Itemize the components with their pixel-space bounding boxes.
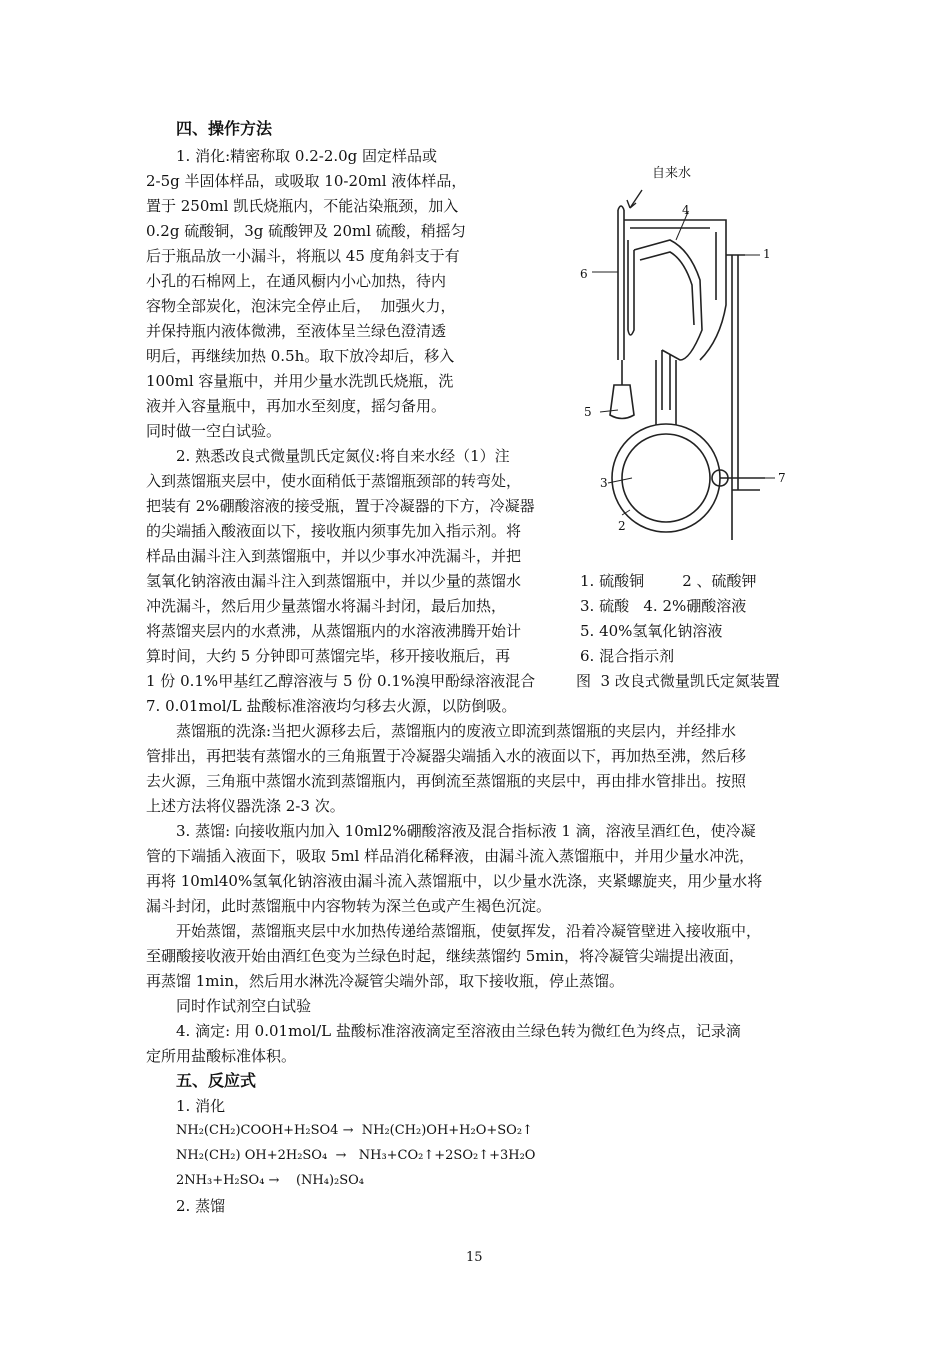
text-line: 液并入容量瓶中，再加水至刻度，摇匀备用。 — [146, 397, 447, 415]
text-line: 1. 消化:精密称取 0.2-2.0g 固定样品或 — [176, 147, 438, 165]
text-line: 定所用盐酸标准体积。 — [146, 1047, 297, 1065]
legend-line: 3. 硫酸 4. 2%硼酸溶液 — [580, 597, 747, 615]
text-line: 入到蒸馏瓶夹层中，使水面稍低于蒸馏瓶颈部的转弯处， — [146, 472, 522, 490]
text-line: 明后，再继续加热 0.5h。取下放冷却后，移入 — [146, 347, 455, 365]
figure-label-1: 1 — [763, 247, 771, 261]
figure-label-3: 3 — [600, 476, 608, 490]
section-heading-reactions: 五、反应式 — [176, 1071, 257, 1090]
figure-label-5: 5 — [584, 405, 592, 419]
legend-line: 1. 硫酸铜 2 、硫酸钾 — [580, 572, 757, 590]
figure-label-6: 6 — [580, 267, 588, 281]
reaction-equation: NH₂(CH₂) OH+2H₂SO₄ → NH₃+CO₂↑+2SO₂↑+3H₂O — [176, 1148, 536, 1163]
text-line: 小孔的石棉网上，在通风橱内小心加热，待内 — [146, 272, 447, 290]
text-line: 再蒸馏 1min，然后用水淋洗冷凝管尖端外部，取下接收瓶，停止蒸馏。 — [146, 972, 624, 990]
figure-label-4: 4 — [682, 203, 690, 217]
reaction-equation: NH₂(CH₂)COOH+H₂SO4 → NH₂(CH₂)OH+H₂O+SO₂↑ — [176, 1123, 533, 1138]
text-line: 管的下端插入液面下，吸取 5ml 样品消化稀释液，由漏斗流入蒸馏瓶中，并用少量水冲洗， — [146, 847, 755, 865]
text-line: 7. 0.01mol/L 盐酸标准溶液均匀移去火源，以防倒吸。 — [146, 697, 517, 715]
page-number: 15 — [466, 1250, 483, 1265]
text-line: 再将 10ml40%氢氧化钠溶液由漏斗流入蒸馏瓶中，以少量水洗涤，夹紧螺旋夹，用少量水将 — [146, 872, 763, 890]
text-line: 蒸馏瓶的洗涤:当把火源移去后，蒸馏瓶内的废液立即流到蒸馏瓶的夹层内，并经排水 — [176, 722, 737, 740]
text-line: 1 份 0.1%甲基红乙醇溶液与 5 份 0.1%溴甲酚绿溶液混合 — [146, 672, 536, 690]
text-line: 2. 熟悉改良式微量凯氏定氮仪:将自来水经（1）注 — [176, 447, 510, 465]
text-line: 2. 蒸馏 — [176, 1197, 226, 1215]
text-line: 氢氧化钠溶液由漏斗注入到蒸馏瓶中，并以少量的蒸馏水 — [146, 572, 522, 590]
legend-line: 5. 40%氢氧化钠溶液 — [580, 622, 723, 640]
text-line: 样品由漏斗注入到蒸馏瓶中，并以少事水冲洗漏斗，并把 — [146, 547, 522, 565]
text-line: 同时做一空白试验。 — [146, 422, 282, 440]
text-line: 100ml 容量瓶中，并用少量水洗凯氏烧瓶，洗 — [146, 372, 454, 390]
text-line: 管排出，再把装有蒸馏水的三角瓶置于冷凝器尖端插入水的液面以下，再加热至沸，然后移 — [146, 747, 747, 765]
section-heading-operation: 四、操作方法 — [176, 119, 273, 138]
kjeldahl-apparatus-figure — [570, 160, 810, 540]
figure-label-tap-water: 自来水 — [652, 166, 692, 181]
text-line: 至硼酸接收液开始由酒红色变为兰绿色时起，继续蒸馏约 5min，将冷凝管尖端提出液面， — [146, 947, 744, 965]
text-line: 的尖端插入酸液面以下，接收瓶内须事先加入指示剂。将 — [146, 522, 522, 540]
text-line: 同时作试剂空白试验 — [176, 997, 312, 1015]
text-line: 置于 250ml 凯氏烧瓶内，不能沾染瓶颈，加入 — [146, 197, 459, 215]
text-line: 去火源，三角瓶中蒸馏水流到蒸馏瓶内，再倒流至蒸馏瓶的夹层中，再由排水管排出。按照 — [146, 772, 747, 790]
text-line: 开始蒸馏，蒸馏瓶夹层中水加热传递给蒸馏瓶，使氨挥发，沿着冷凝管壁进入接收瓶中， — [176, 922, 762, 940]
text-line: 算时间，大约 5 分钟即可蒸馏完毕，移开接收瓶后，再 — [146, 647, 511, 665]
text-line: 4. 滴定: 用 0.01mol/L 盐酸标准溶液滴定至溶液由兰绿色转为微红色为终点，记录滴 — [176, 1022, 741, 1040]
legend-line: 6. 混合指示剂 — [580, 647, 675, 665]
figure-caption: 图 3 改良式微量凯氏定氮装置 — [576, 672, 780, 690]
figure-label-2: 2 — [618, 519, 626, 533]
figure-label-7: 7 — [778, 471, 786, 485]
text-line: 把装有 2%硼酸溶液的接受瓶，置于冷凝器的下方，冷凝器 — [146, 497, 535, 515]
text-line: 冲洗漏斗，然后用少量蒸馏水将漏斗封闭，最后加热， — [146, 597, 507, 615]
text-line: 将蒸馏夹层内的水煮沸，从蒸馏瓶内的水溶液沸腾开始计 — [146, 622, 522, 640]
reaction-equation: 2NH₃+H₂SO₄ → (NH₄)₂SO₄ — [176, 1173, 365, 1188]
text-line: 上述方法将仪器洗涤 2-3 次。 — [146, 797, 345, 815]
text-line: 1. 消化 — [176, 1097, 226, 1115]
text-line: 3. 蒸馏: 向接收瓶内加入 10ml2%硼酸溶液及混合指标液 1 滴，溶液呈酒红色，使冷凝 — [176, 822, 756, 840]
text-line: 容物全部炭化，泡沫完全停止后， 加强火力， — [146, 297, 456, 315]
text-line: 2-5g 半固体样品，或吸取 10-20ml 液体样品， — [146, 172, 467, 190]
text-line: 并保持瓶内液体微沸，至液体呈兰绿色澄清透 — [146, 322, 447, 340]
text-line: 0.2g 硫酸铜，3g 硫酸钾及 20ml 硫酸，稍摇匀 — [146, 222, 466, 240]
text-line: 漏斗封闭，此时蒸馏瓶中内容物转为深兰色或产生褐色沉淀。 — [146, 897, 552, 915]
text-line: 后于瓶品放一小漏斗，将瓶以 45 度角斜支于有 — [146, 247, 460, 265]
